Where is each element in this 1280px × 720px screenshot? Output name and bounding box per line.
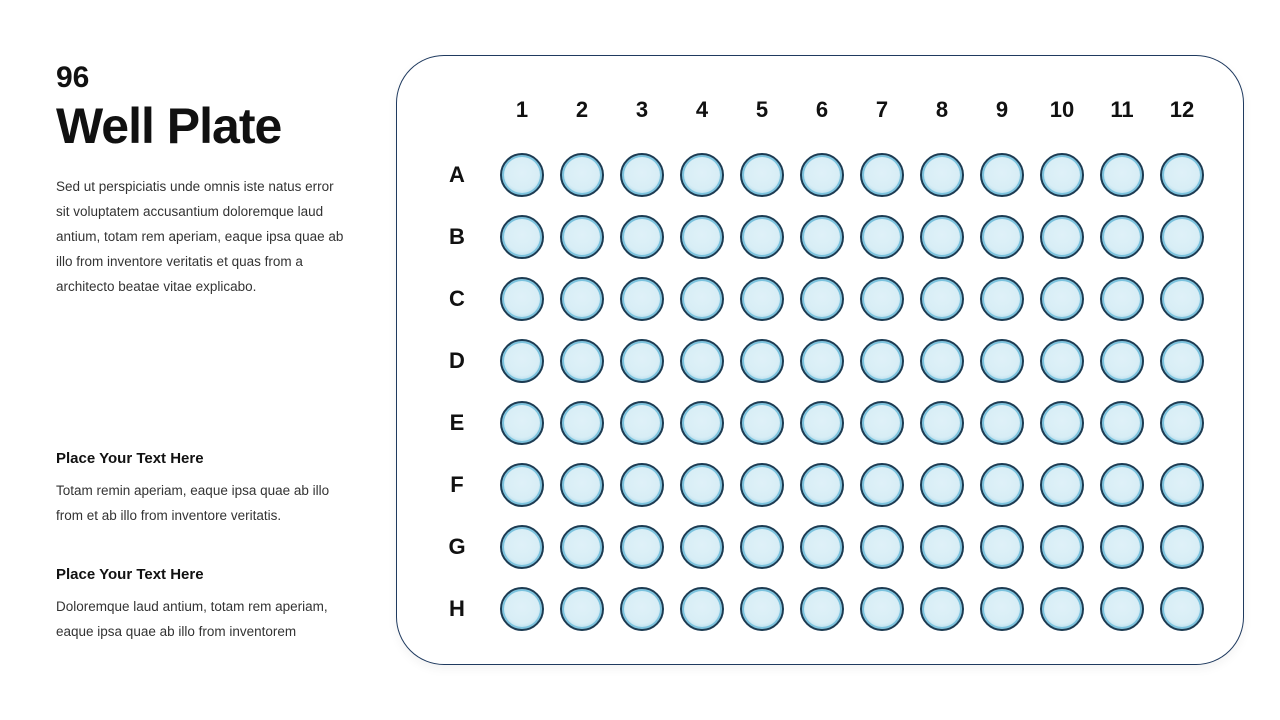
well-H11[interactable] bbox=[1100, 587, 1144, 631]
text-block-body: Totam remin aperiam, eaque ipsa quae ab illo from et ab illo from inventore veritatis. bbox=[56, 483, 330, 523]
well-F4[interactable] bbox=[680, 463, 724, 507]
well-B9[interactable] bbox=[980, 215, 1024, 259]
well-B11[interactable] bbox=[1100, 215, 1144, 259]
column-label-1: 1 bbox=[515, 97, 529, 122]
well-H4[interactable] bbox=[680, 587, 724, 631]
well-D8[interactable] bbox=[920, 339, 964, 383]
well-G9[interactable] bbox=[980, 525, 1024, 569]
well-C1[interactable] bbox=[500, 277, 544, 321]
column-label-2: 2 bbox=[575, 97, 589, 122]
well-C9[interactable] bbox=[980, 277, 1024, 321]
well-H8[interactable] bbox=[920, 587, 964, 631]
well-B12[interactable] bbox=[1160, 215, 1204, 259]
well-E5[interactable] bbox=[740, 401, 784, 445]
well-G7[interactable] bbox=[860, 525, 904, 569]
well-D5[interactable] bbox=[740, 339, 784, 383]
well-F1[interactable] bbox=[500, 463, 544, 507]
well-F10[interactable] bbox=[1040, 463, 1084, 507]
well-H1[interactable] bbox=[500, 587, 544, 631]
column-label-3: 3 bbox=[635, 97, 649, 122]
well-C11[interactable] bbox=[1100, 277, 1144, 321]
well-F12[interactable] bbox=[1160, 463, 1204, 507]
well-B5[interactable] bbox=[740, 215, 784, 259]
well-C12[interactable] bbox=[1160, 277, 1204, 321]
well-A9[interactable] bbox=[980, 153, 1024, 197]
well-F2[interactable] bbox=[560, 463, 604, 507]
well-C3[interactable] bbox=[620, 277, 664, 321]
well-H12[interactable] bbox=[1160, 587, 1204, 631]
well-E3[interactable] bbox=[620, 401, 664, 445]
well-H9[interactable] bbox=[980, 587, 1024, 631]
well-C2[interactable] bbox=[560, 277, 604, 321]
well-C4[interactable] bbox=[680, 277, 724, 321]
well-B6[interactable] bbox=[800, 215, 844, 259]
well-G5[interactable] bbox=[740, 525, 784, 569]
well-B10[interactable] bbox=[1040, 215, 1084, 259]
text-block-1 bbox=[56, 448, 356, 528]
well-H10[interactable] bbox=[1040, 587, 1084, 631]
well-A4[interactable] bbox=[680, 153, 724, 197]
well-plate bbox=[396, 55, 1244, 665]
column-label-4: 4 bbox=[695, 97, 709, 122]
well-D9[interactable] bbox=[980, 339, 1024, 383]
well-C10[interactable] bbox=[1040, 277, 1084, 321]
well-D6[interactable] bbox=[800, 339, 844, 383]
column-label-10: 10 bbox=[1049, 97, 1075, 122]
well-H2[interactable] bbox=[560, 587, 604, 631]
kicker-number: 96 bbox=[56, 61, 90, 94]
well-E8[interactable] bbox=[920, 401, 964, 445]
well-E7[interactable] bbox=[860, 401, 904, 445]
well-A5[interactable] bbox=[740, 153, 784, 197]
well-B7[interactable] bbox=[860, 215, 904, 259]
row-label-D: D bbox=[449, 348, 465, 373]
well-F11[interactable] bbox=[1100, 463, 1144, 507]
column-label-11: 11 bbox=[1110, 97, 1134, 122]
well-B2[interactable] bbox=[560, 215, 604, 259]
well-C6[interactable] bbox=[800, 277, 844, 321]
row-label-C: C bbox=[449, 286, 465, 311]
well-C8[interactable] bbox=[920, 277, 964, 321]
well-G3[interactable] bbox=[620, 525, 664, 569]
row-label-B: B bbox=[449, 224, 465, 249]
well-G1[interactable] bbox=[500, 525, 544, 569]
well-D3[interactable] bbox=[620, 339, 664, 383]
well-F5[interactable] bbox=[740, 463, 784, 507]
row-label-A: A bbox=[449, 162, 465, 187]
well-D11[interactable] bbox=[1100, 339, 1144, 383]
well-A3[interactable] bbox=[620, 153, 664, 197]
row-label-F: F bbox=[450, 472, 464, 497]
well-E10[interactable] bbox=[1040, 401, 1084, 445]
well-D10[interactable] bbox=[1040, 339, 1084, 383]
well-E9[interactable] bbox=[980, 401, 1024, 445]
well-B3[interactable] bbox=[620, 215, 664, 259]
column-label-6: 6 bbox=[815, 97, 829, 122]
well-A2[interactable] bbox=[560, 153, 604, 197]
text-block-heading: Place Your Text Here bbox=[56, 566, 204, 583]
well-G2[interactable] bbox=[560, 525, 604, 569]
row-label-G: G bbox=[448, 534, 466, 559]
well-A7[interactable] bbox=[860, 153, 904, 197]
column-label-5: 5 bbox=[755, 97, 769, 122]
well-D2[interactable] bbox=[560, 339, 604, 383]
well-H5[interactable] bbox=[740, 587, 784, 631]
well-E11[interactable] bbox=[1100, 401, 1144, 445]
page-title: Well Plate bbox=[56, 98, 282, 154]
well-A1[interactable] bbox=[500, 153, 544, 197]
well-B8[interactable] bbox=[920, 215, 964, 259]
well-G10[interactable] bbox=[1040, 525, 1084, 569]
well-G6[interactable] bbox=[800, 525, 844, 569]
well-G8[interactable] bbox=[920, 525, 964, 569]
column-label-8: 8 bbox=[935, 97, 949, 122]
well-H6[interactable] bbox=[800, 587, 844, 631]
text-panel bbox=[56, 60, 356, 299]
well-D1[interactable] bbox=[500, 339, 544, 383]
text-block-2 bbox=[56, 564, 356, 644]
row-label-E: E bbox=[449, 410, 465, 435]
well-D7[interactable] bbox=[860, 339, 904, 383]
well-E2[interactable] bbox=[560, 401, 604, 445]
well-D4[interactable] bbox=[680, 339, 724, 383]
well-E4[interactable] bbox=[680, 401, 724, 445]
row-label-H: H bbox=[449, 596, 465, 621]
well-F8[interactable] bbox=[920, 463, 964, 507]
well-E1[interactable] bbox=[500, 401, 544, 445]
well-C5[interactable] bbox=[740, 277, 784, 321]
well-D12[interactable] bbox=[1160, 339, 1204, 383]
well-H3[interactable] bbox=[620, 587, 664, 631]
well-E12[interactable] bbox=[1160, 401, 1204, 445]
well-B1[interactable] bbox=[500, 215, 544, 259]
intro-paragraph: Sed ut perspiciatis unde omnis iste natus error sit voluptatem accusantium doloremque laud antium, totam rem aperiam, eaque ipsa quae ab illo from inventore veritatis et quas from a architecto beatae vitae explicabo. bbox=[56, 179, 344, 294]
well-A6[interactable] bbox=[800, 153, 844, 197]
well-A10[interactable] bbox=[1040, 153, 1084, 197]
column-label-12: 12 bbox=[1169, 97, 1195, 122]
well-G12[interactable] bbox=[1160, 525, 1204, 569]
well-A8[interactable] bbox=[920, 153, 964, 197]
well-G11[interactable] bbox=[1100, 525, 1144, 569]
column-label-7: 7 bbox=[875, 97, 889, 122]
column-label-9: 9 bbox=[995, 97, 1009, 122]
well-H7[interactable] bbox=[860, 587, 904, 631]
well-G4[interactable] bbox=[680, 525, 724, 569]
well-A11[interactable] bbox=[1100, 153, 1144, 197]
well-F3[interactable] bbox=[620, 463, 664, 507]
well-E6[interactable] bbox=[800, 401, 844, 445]
well-B4[interactable] bbox=[680, 215, 724, 259]
well-A12[interactable] bbox=[1160, 153, 1204, 197]
well-C7[interactable] bbox=[860, 277, 904, 321]
well-F9[interactable] bbox=[980, 463, 1024, 507]
text-block-heading: Place Your Text Here bbox=[56, 450, 204, 467]
text-block-body: Doloremque laud antium, totam rem aperiam, eaque ipsa quae ab illo from inventorem bbox=[56, 599, 328, 639]
well-F6[interactable] bbox=[800, 463, 844, 507]
well-F7[interactable] bbox=[860, 463, 904, 507]
